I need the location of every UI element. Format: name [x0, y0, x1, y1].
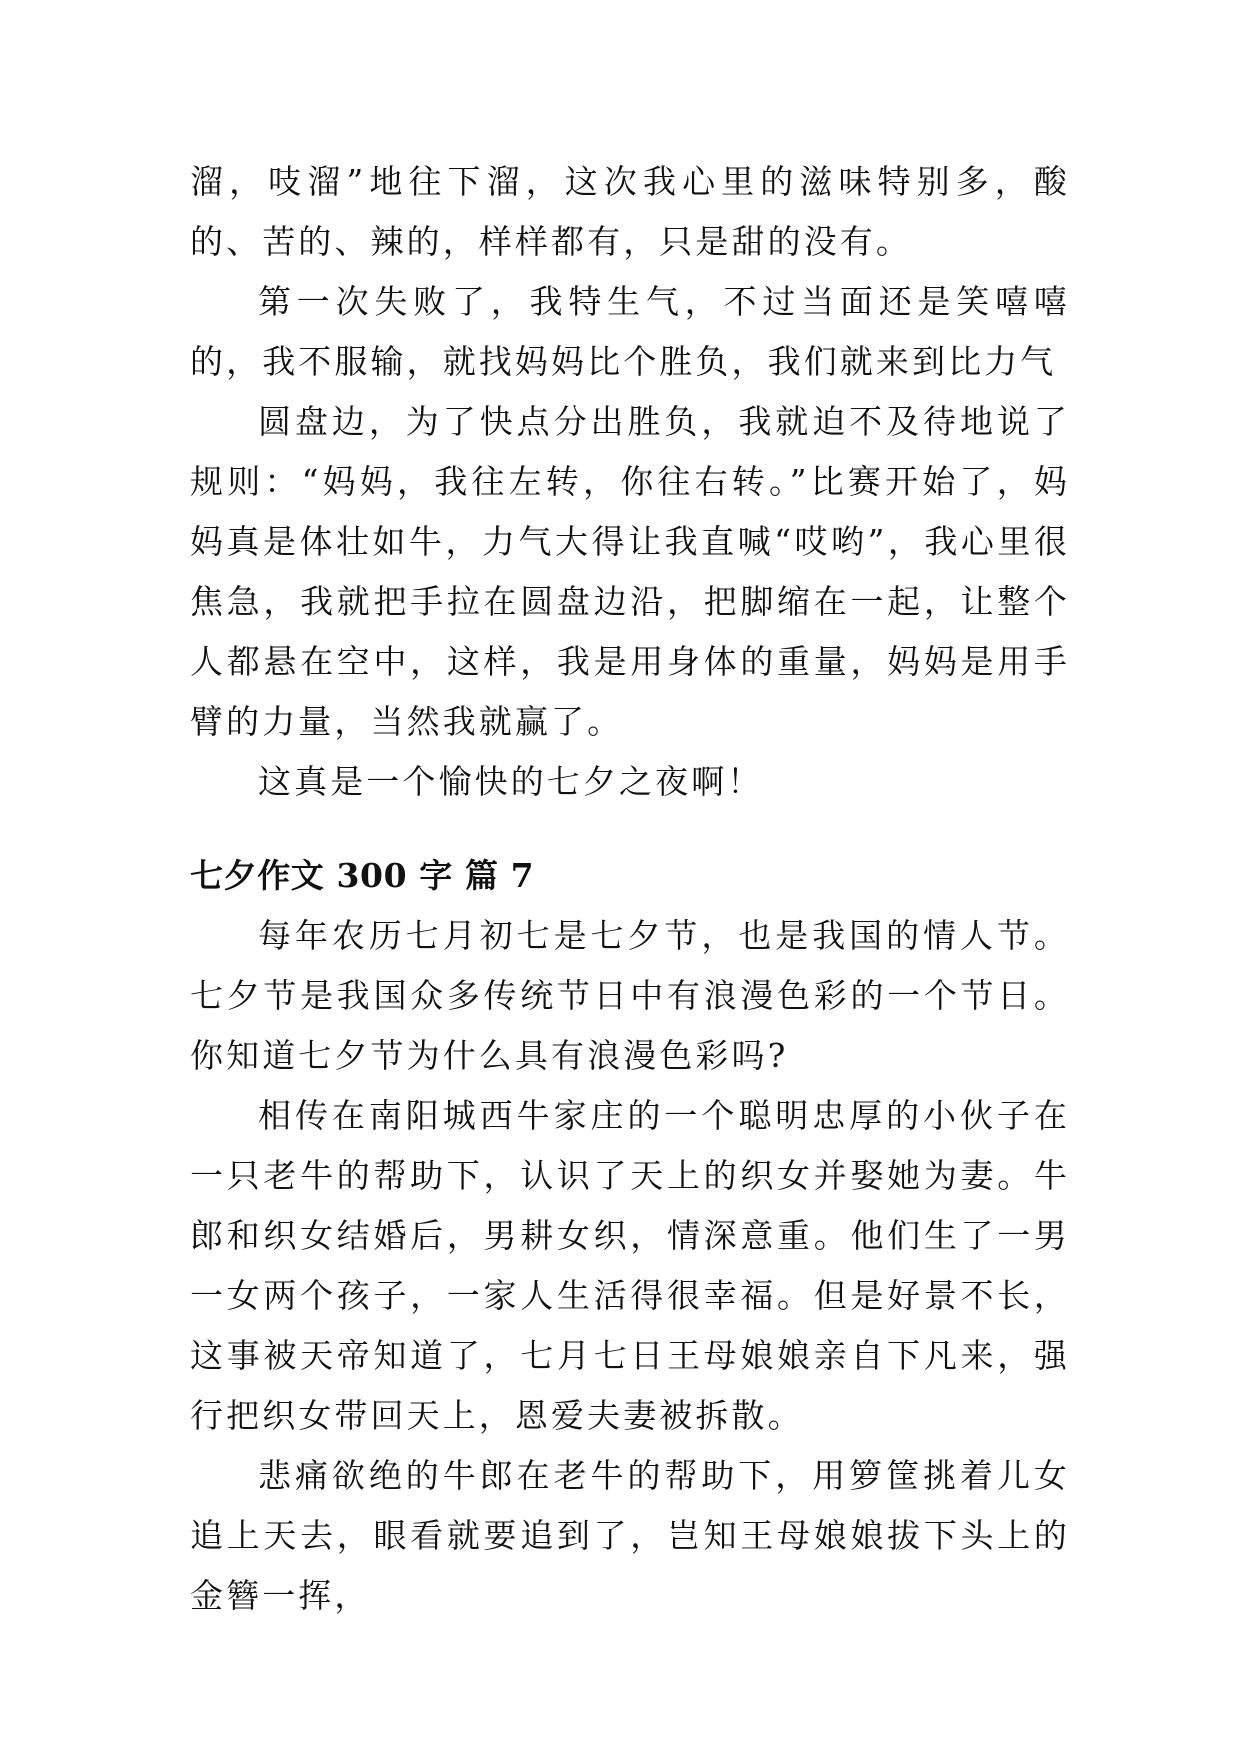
paragraph-continuation: 溜，吱溜”地往下溜，这次我心里的滋味特别多，酸的、苦的、辣的，样样都有，只是甜的没有。: [190, 162, 1070, 261]
paragraph-qixi-intro: 每年农历七月初七是七夕节，也是我国的情人节。七夕节是我国众多传统节日中有浪漫色彩的一个节日。你知道七夕节为什么具有浪漫色彩吗?: [190, 916, 1070, 1075]
paragraph-pursuit: 悲痛欲绝的牛郎在老牛的帮助下，用箩筐挑着儿女追上天去，眼看就要追到了，岂知王母娘娘拔下头上的金簪一挥，: [190, 1456, 1070, 1615]
paragraph-legend: 相传在南阳城西牛家庄的一个聪明忠厚的小伙子在一只老牛的帮助下，认识了天上的织女并娶她为妻。牛郎和织女结婚后，男耕女织，情深意重。他们生了一男一女两个孩子，一家人生活得很幸福。但是好景不长，这事被天帝知道了，七月七日王母娘娘亲自下凡来，强行把织女带回天上，恩爱夫妻被拆散。: [190, 1096, 1070, 1435]
paragraph-disc-contest: 圆盘边，为了快点分出胜负，我就迫不及待地说了规则：“妈妈，我往左转，你往右转。”比赛开始了，妈妈真是体壮如牛，力气大得让我直喊“哎哟”，我心里很焦急，我就把手拉在圆盘边沿，把脚缩在一起，让整个人都悬在空中，这样，我是用身体的重量，妈妈是用手臂的力量，当然我就赢了。: [190, 402, 1070, 741]
section-spacer: [190, 812, 1070, 846]
section-heading: 七夕作文 300 字 篇 7: [190, 856, 535, 895]
paragraph-first-failure: 第一次失败了，我特生气，不过当面还是笑嘻嘻的，我不服输，就找妈妈比个胜负，我们就来到比力气: [190, 282, 1070, 381]
paragraph-closing: 这真是一个愉快的七夕之夜啊！: [258, 762, 764, 801]
document-body: [190, 152, 1070, 1626]
